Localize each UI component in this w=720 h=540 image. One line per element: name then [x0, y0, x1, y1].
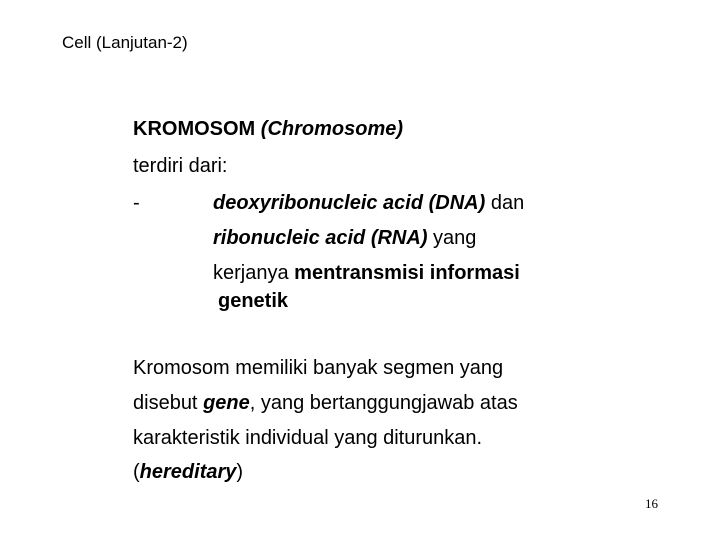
paren-open: ( [133, 461, 140, 483]
chromosome-parenthetical: (Chromosome) [260, 118, 404, 140]
kerjanya-line [213, 262, 520, 285]
disebut-text: disebut [133, 392, 204, 414]
page-number: 16 [645, 496, 658, 511]
kromosom-desc-line-2 [133, 392, 518, 415]
mentransmisi-text: mentransmisi informasi [294, 262, 520, 284]
terdiri-dari-line: terdiri dari: [133, 155, 228, 177]
hereditary-term: hereditary [139, 461, 237, 483]
kromosom-title-line [133, 118, 403, 141]
dna-line [213, 192, 524, 215]
rna-rest: yang [427, 227, 477, 249]
genetik-line: genetik [218, 290, 289, 312]
rna-term: ribonucleic acid (RNA) [213, 227, 428, 249]
kromosom-desc-line-1: Kromosom memiliki banyak segmen yang [133, 357, 504, 379]
kromosom-title: KROMOSOM [133, 118, 261, 140]
dna-rest: dan [485, 192, 525, 214]
kromosom-desc-line-4 [133, 461, 243, 484]
bertanggungjawab-text: , yang bertanggungjawab atas [249, 392, 518, 414]
dna-term: deoxyribonucleic acid (DNA) [213, 192, 486, 214]
rna-line [213, 227, 476, 250]
gene-term: gene [203, 392, 250, 414]
paren-close: ) [236, 461, 244, 483]
kerjanya-text: kerjanya [213, 262, 295, 284]
bullet-dash: - [133, 192, 140, 214]
slide-header: Cell (Lanjutan-2) [62, 33, 188, 52]
kromosom-desc-line-3: karakteristik individual yang diturunkan. [133, 427, 483, 449]
